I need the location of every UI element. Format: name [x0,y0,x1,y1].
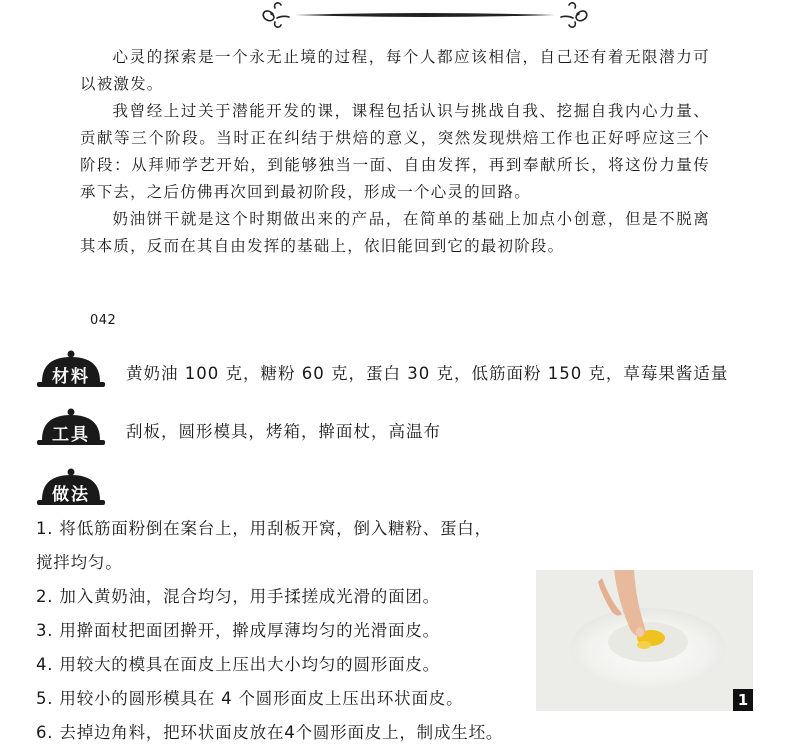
step-line: 6. 去掉边角料，把环状面皮放在4个圆形面皮上，制成生坯。 [36,723,504,742]
step-line: 4. 用较大的模具在面皮上压出大小均匀的圆形面皮。 [36,655,440,674]
materials-text: 黄奶油 100 克，糖粉 60 克，蛋白 30 克，低筋面粉 150 克，草莓果酱适量 [126,364,729,383]
header-ornament [255,0,595,34]
method-steps [36,512,506,750]
step-line: 1. 将低筋面粉倒在案台上，用刮板开窝，倒入糖粉、蛋白， [36,519,492,538]
method-label: 做法 [52,485,90,505]
intro-paragraph: 奶油饼干就是这个时期做出来的产品，在简单的基础上加点小创意，但是不脱离其本质，反而在其自由发挥的基础上，依旧能回到它的最初阶段。 [80,210,710,255]
step-line: 3. 用擀面杖把面团擀开，擀成厚薄均匀的光滑面皮。 [36,621,440,640]
page-number: 042 [90,313,117,328]
step-line: 5. 用较小的圆形模具在 4 个圆形面皮上压出环状面皮。 [36,689,464,708]
step-line: 2. 加入黄奶油，混合均匀，用手揉搓成光滑的面团。 [36,587,440,606]
flour-egg-illustration [536,570,753,711]
intro-paragraph: 心灵的探索是一个永无止境的过程，每个人都应该相信，自己还有着无限潜力可以被激发。 [80,48,710,93]
intro-paragraph: 我曾经上过关于潜能开发的课，课程包括认识与挑战自我、挖掘自我内心力量、贡献等三个阶段。当时正在纠结于烘焙的意义，突然发现烘焙工作也正好呼应这三个阶段：从拜师学艺开始，到能够独当一面、自由发挥，再到奉献所长，将这份力量传承下去，之后仿佛再次回到最初阶段，形成一个心灵的回路。 [80,102,710,201]
tools-text: 刮板，圆形模具，烤箱，擀面杖，高温布 [126,422,441,441]
intro-text [80,44,710,260]
step-photo [536,570,753,711]
step-line: 搅拌均匀。 [36,553,123,572]
step-photo-badge: 1 [733,689,753,711]
tools-label: 工具 [52,425,90,445]
materials-label: 材料 [52,367,90,387]
